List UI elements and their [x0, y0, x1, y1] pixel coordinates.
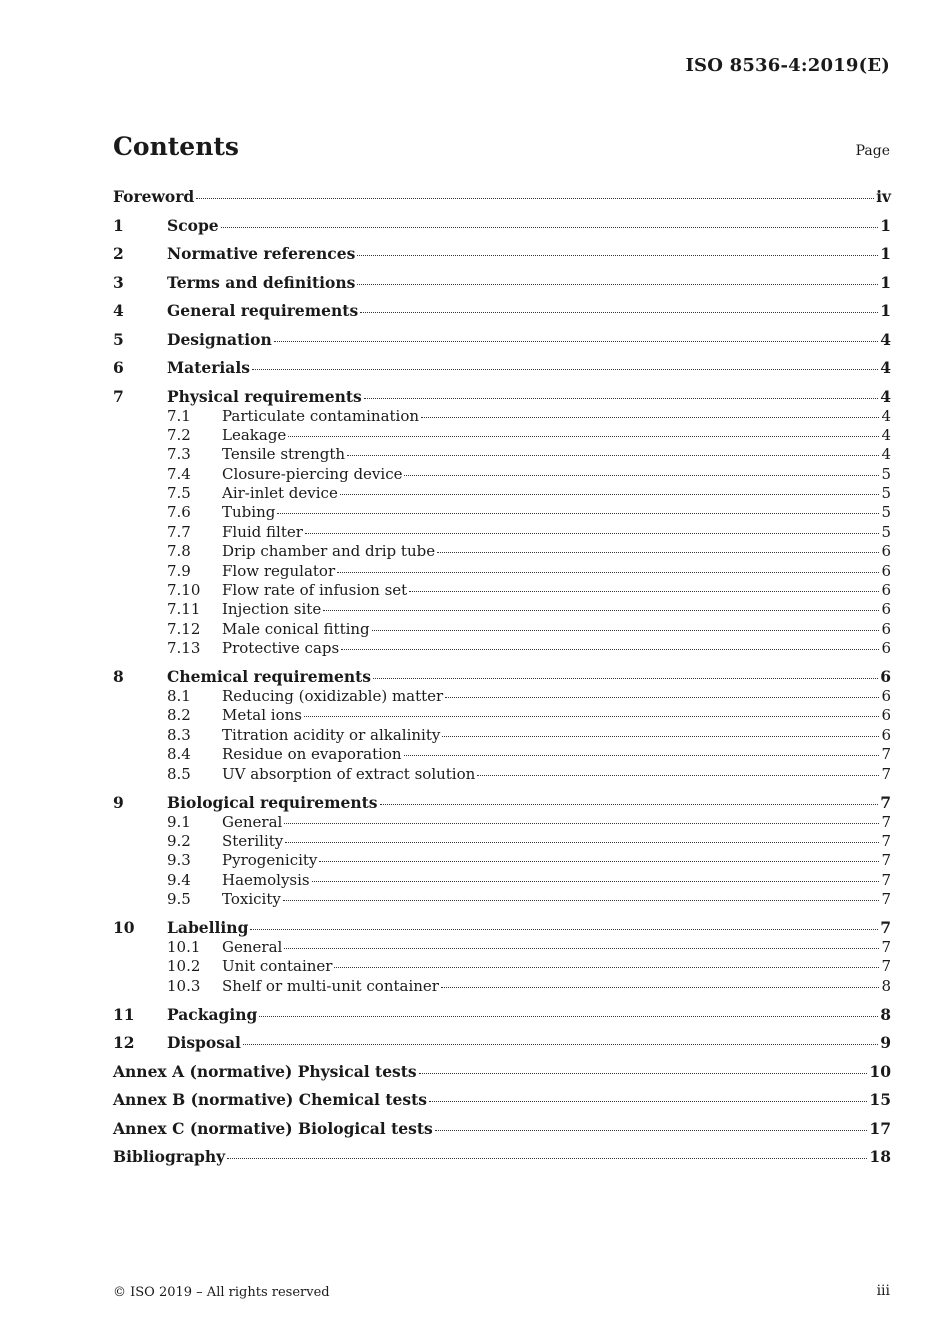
toc-page-number: 6 — [881, 706, 891, 725]
dot-leader — [357, 255, 878, 256]
toc-entry-title: Leakage — [222, 425, 287, 444]
toc-entry-title: Annex C (normative) Biological tests — [113, 1118, 433, 1138]
toc-entry-title: Packaging — [167, 1004, 258, 1024]
page-column-label: Page — [855, 143, 890, 159]
toc-entry-number: 7.8 — [167, 542, 191, 561]
toc-entry-number: 7.2 — [167, 425, 191, 444]
toc-entry-number: 10.1 — [167, 937, 201, 956]
toc-entry-title: Materials — [167, 358, 250, 377]
toc-entry-number: 7.5 — [167, 484, 191, 503]
toc-entry-number: 7.4 — [167, 464, 191, 483]
toc-entry-title: General requirements — [167, 301, 359, 320]
toc-entry-number: 10.2 — [167, 957, 201, 976]
toc-page-number: iv — [876, 187, 891, 206]
toc-entry-title: Haemolysis — [222, 870, 310, 889]
toc-subentry[interactable] — [113, 687, 891, 706]
toc-page-number: 4 — [880, 386, 891, 406]
toc-entry-title: Residue on evaporation — [222, 745, 402, 764]
toc-entry-number: 9.5 — [167, 890, 191, 909]
toc-subentry[interactable] — [113, 523, 891, 542]
dot-leader — [305, 533, 880, 534]
dot-leader — [360, 312, 878, 313]
toc-subentry[interactable] — [113, 620, 891, 639]
dot-leader — [341, 649, 879, 650]
toc-page-number: 1 — [880, 215, 891, 235]
dot-leader — [221, 227, 879, 228]
toc-subentry[interactable] — [113, 407, 891, 426]
toc-subentry[interactable] — [113, 706, 891, 725]
toc-entry-number: 3 — [113, 272, 124, 292]
toc-page-number: 7 — [881, 870, 891, 889]
toc-entry-number: 9 — [113, 792, 124, 812]
toc-entry-title: Flow rate of infusion set — [222, 581, 408, 600]
toc-entry-number: 7.9 — [167, 561, 191, 580]
toc-page-number: 7 — [880, 792, 891, 812]
toc-entry-number: 8.4 — [167, 745, 191, 764]
toc-entry-title: Disposal — [167, 1033, 241, 1053]
toc-entry-title: Physical requirements — [167, 386, 362, 406]
toc-page-number: 8 — [880, 1004, 891, 1024]
toc-annex-entry[interactable] — [113, 1062, 891, 1082]
toc-entry-number: 7.10 — [167, 581, 201, 600]
toc-page-number: 10 — [869, 1061, 891, 1081]
toc-entry-number: 1 — [113, 215, 124, 235]
toc-entry-number: 12 — [113, 1033, 135, 1053]
toc-page-number: 7 — [880, 917, 891, 937]
toc-entry-title: Injection site — [222, 600, 322, 619]
toc-subentry[interactable] — [113, 977, 891, 996]
toc-entry-number: 10.3 — [167, 976, 201, 995]
dot-leader — [347, 455, 879, 456]
toc-entry-number: 5 — [113, 329, 124, 349]
toc-entry-title: Toxicity — [222, 890, 281, 909]
toc-entry-title: Particulate contamination — [222, 406, 420, 425]
dot-leader — [284, 823, 879, 824]
toc-page-number: 5 — [881, 464, 891, 483]
toc-entry-title: Closure-piercing device — [222, 464, 403, 483]
toc-page-number: 5 — [881, 484, 891, 503]
toc-entry[interactable] — [113, 301, 891, 321]
toc-page-number: 17 — [869, 1118, 891, 1138]
dot-leader — [477, 775, 879, 776]
table-of-contents — [113, 187, 891, 1167]
toc-entry-title: Annex A (normative) Physical tests — [113, 1061, 417, 1081]
toc-entry[interactable] — [113, 793, 891, 813]
toc-entry-title: UV absorption of extract solution — [222, 764, 476, 783]
toc-entry[interactable] — [113, 358, 891, 378]
toc-page-number: 7 — [881, 957, 891, 976]
toc-entry-number: 7.13 — [167, 639, 201, 658]
toc-entry-title: Labelling — [167, 917, 249, 937]
toc-page-number: 5 — [881, 503, 891, 522]
toc-entry-title: Sterility — [222, 831, 284, 850]
toc-entry-number: 7.3 — [167, 445, 191, 464]
toc-annex-entry[interactable] — [113, 1090, 891, 1110]
toc-entry[interactable] — [113, 273, 891, 293]
toc-entry-number: 8.2 — [167, 706, 191, 725]
copyright-notice: © ISO 2019 – All rights reserved — [113, 1285, 330, 1300]
dot-leader — [243, 1044, 878, 1045]
toc-subentry[interactable] — [113, 832, 891, 851]
toc-entry-number: 7.6 — [167, 503, 191, 522]
toc-page-number: 6 — [881, 725, 891, 744]
toc-entry-number: 7 — [113, 386, 124, 406]
toc-entry-number: 9.2 — [167, 831, 191, 850]
toc-subentry[interactable] — [113, 890, 891, 909]
dot-leader — [196, 198, 874, 199]
toc-page-number: 6 — [881, 542, 891, 561]
toc-subentry[interactable] — [113, 484, 891, 503]
toc-subentry[interactable] — [113, 542, 891, 561]
toc-page-number: 7 — [881, 851, 891, 870]
toc-entry-title: Flow regulator — [222, 561, 336, 580]
toc-entry-title: General — [222, 937, 283, 956]
toc-entry[interactable] — [113, 1033, 891, 1053]
dot-leader — [252, 369, 878, 370]
dot-leader — [288, 436, 879, 437]
toc-entry[interactable] — [113, 187, 891, 207]
toc-subentry[interactable] — [113, 957, 891, 976]
toc-entry[interactable] — [113, 330, 891, 350]
dot-leader — [372, 630, 880, 631]
dot-leader — [274, 341, 878, 342]
toc-entry-title: Designation — [167, 329, 272, 349]
dot-leader — [284, 948, 879, 949]
dot-leader — [373, 678, 878, 679]
toc-entry-number: 11 — [113, 1004, 135, 1024]
toc-page-number: 4 — [881, 445, 891, 464]
dot-leader — [285, 842, 879, 843]
toc-entry-number: 9.4 — [167, 870, 191, 889]
dot-leader — [334, 967, 879, 968]
toc-entry-number: 7.7 — [167, 522, 191, 541]
toc-page-number: 6 — [881, 600, 891, 619]
toc-subentry[interactable] — [113, 600, 891, 619]
dot-leader — [404, 475, 879, 476]
toc-entry-title: Fluid filter — [222, 522, 303, 541]
toc-subentry[interactable] — [113, 445, 891, 464]
toc-page-number: 4 — [880, 329, 891, 349]
toc-page-number: 6 — [881, 639, 891, 658]
toc-entry[interactable] — [113, 387, 891, 407]
toc-entry-title: Unit container — [222, 957, 333, 976]
dot-leader — [380, 804, 879, 805]
dot-leader — [250, 929, 878, 930]
toc-subentry[interactable] — [113, 726, 891, 745]
toc-entry-number: 8 — [113, 667, 124, 687]
dot-leader — [283, 900, 880, 901]
toc-entry[interactable] — [113, 667, 891, 687]
toc-entry-number: 8.5 — [167, 764, 191, 783]
toc-page-number: 4 — [881, 406, 891, 425]
document-id: ISO 8536-4:2019(E) — [685, 55, 890, 76]
toc-entry-title: Reducing (oxidizable) matter — [222, 687, 444, 706]
dot-leader — [259, 1016, 878, 1017]
toc-entry-title: Terms and definitions — [167, 272, 356, 292]
toc-entry[interactable] — [113, 1147, 891, 1167]
dot-leader — [319, 861, 879, 862]
dot-leader — [277, 513, 879, 514]
toc-entry-number: 7.11 — [167, 600, 201, 619]
toc-page-number: 1 — [880, 244, 891, 263]
toc-entry-title: Bibliography — [113, 1147, 226, 1167]
dot-leader — [304, 716, 879, 717]
toc-subentry[interactable] — [113, 426, 891, 445]
toc-entry-title: Titration acidity or alkalinity — [222, 725, 441, 744]
toc-page-number: 7 — [881, 745, 891, 764]
toc-entry-number: 7.1 — [167, 406, 191, 425]
toc-entry-number: 7.12 — [167, 619, 201, 638]
toc-entry-title: Shelf or multi-unit container — [222, 976, 439, 995]
toc-entry-title: General — [222, 812, 283, 831]
toc-page-number: 9 — [880, 1033, 891, 1053]
dot-leader — [340, 494, 880, 495]
toc-page-number: 7 — [881, 831, 891, 850]
toc-entry-title: Chemical requirements — [167, 667, 371, 687]
toc-entry-title: Biological requirements — [167, 792, 378, 812]
toc-page-number: 6 — [881, 619, 891, 638]
dot-leader — [312, 881, 880, 882]
toc-page-number: 7 — [881, 937, 891, 956]
toc-entry-title: Normative references — [167, 244, 356, 263]
toc-subentry[interactable] — [113, 938, 891, 957]
toc-entry-title: Tensile strength — [222, 445, 346, 464]
toc-page-number: 1 — [880, 301, 891, 320]
toc-subentry[interactable] — [113, 745, 891, 764]
toc-page-number: 6 — [881, 687, 891, 706]
dot-leader — [441, 987, 879, 988]
toc-subentry[interactable] — [113, 581, 891, 600]
contents-heading: Contents — [113, 132, 240, 161]
toc-subentry[interactable] — [113, 465, 891, 484]
dot-leader — [435, 1130, 868, 1131]
dot-leader — [409, 591, 879, 592]
toc-entry-title: Air-inlet device — [222, 484, 338, 503]
toc-entry[interactable] — [113, 1005, 891, 1025]
toc-page-number: 18 — [869, 1147, 891, 1167]
dot-leader — [419, 1073, 868, 1074]
dot-leader — [364, 398, 878, 399]
toc-entry-title: Protective caps — [222, 639, 340, 658]
toc-subentry[interactable] — [113, 503, 891, 522]
toc-entry[interactable] — [113, 244, 891, 264]
toc-entry-title: Scope — [167, 215, 219, 235]
toc-entry-number: 10 — [113, 917, 135, 937]
toc-entry-title: Annex B (normative) Chemical tests — [113, 1090, 427, 1110]
toc-entry-title: Drip chamber and drip tube — [222, 542, 436, 561]
dot-leader — [429, 1101, 867, 1102]
toc-page-number: 6 — [881, 561, 891, 580]
toc-entry-title: Tubing — [222, 503, 276, 522]
dot-leader — [437, 552, 879, 553]
toc-page-number: 6 — [881, 581, 891, 600]
toc-entry-number: 8.1 — [167, 687, 191, 706]
toc-entry-number: 4 — [113, 301, 124, 320]
toc-entry-number: 8.3 — [167, 725, 191, 744]
toc-entry-title: Foreword — [113, 187, 195, 206]
toc-entry-title: Male conical fitting — [222, 619, 370, 638]
toc-page-number: 4 — [880, 358, 891, 377]
toc-subentry[interactable] — [113, 562, 891, 581]
toc-page-number: 7 — [881, 764, 891, 783]
toc-entry-number: 2 — [113, 244, 124, 263]
toc-subentry[interactable] — [113, 851, 891, 870]
toc-annex-entry[interactable] — [113, 1119, 891, 1139]
dot-leader — [421, 417, 879, 418]
dot-leader — [445, 697, 879, 698]
toc-subentry[interactable] — [113, 813, 891, 832]
dot-leader — [337, 572, 879, 573]
toc-subentry[interactable] — [113, 639, 891, 658]
dot-leader — [227, 1158, 867, 1159]
toc-page-number: 5 — [881, 522, 891, 541]
toc-entry[interactable] — [113, 216, 891, 236]
dot-leader — [442, 736, 879, 737]
toc-subentry[interactable] — [113, 871, 891, 890]
toc-page-number: 1 — [880, 272, 891, 292]
dot-leader — [357, 284, 878, 285]
toc-entry-number: 9.1 — [167, 812, 191, 831]
toc-entry-title: Metal ions — [222, 706, 302, 725]
toc-entry-number: 6 — [113, 358, 124, 377]
toc-page-number: 7 — [881, 812, 891, 831]
toc-page-number: 7 — [881, 890, 891, 909]
dot-leader — [323, 610, 879, 611]
toc-entry-number: 9.3 — [167, 851, 191, 870]
toc-subentry[interactable] — [113, 765, 891, 784]
toc-entry[interactable] — [113, 918, 891, 938]
toc-page-number: 8 — [881, 976, 891, 995]
page-number: iii — [876, 1283, 890, 1299]
dot-leader — [404, 755, 880, 756]
toc-entry-title: Pyrogenicity — [222, 851, 318, 870]
toc-page-number: 6 — [880, 667, 891, 687]
toc-page-number: 15 — [869, 1090, 891, 1110]
toc-page-number: 4 — [881, 425, 891, 444]
